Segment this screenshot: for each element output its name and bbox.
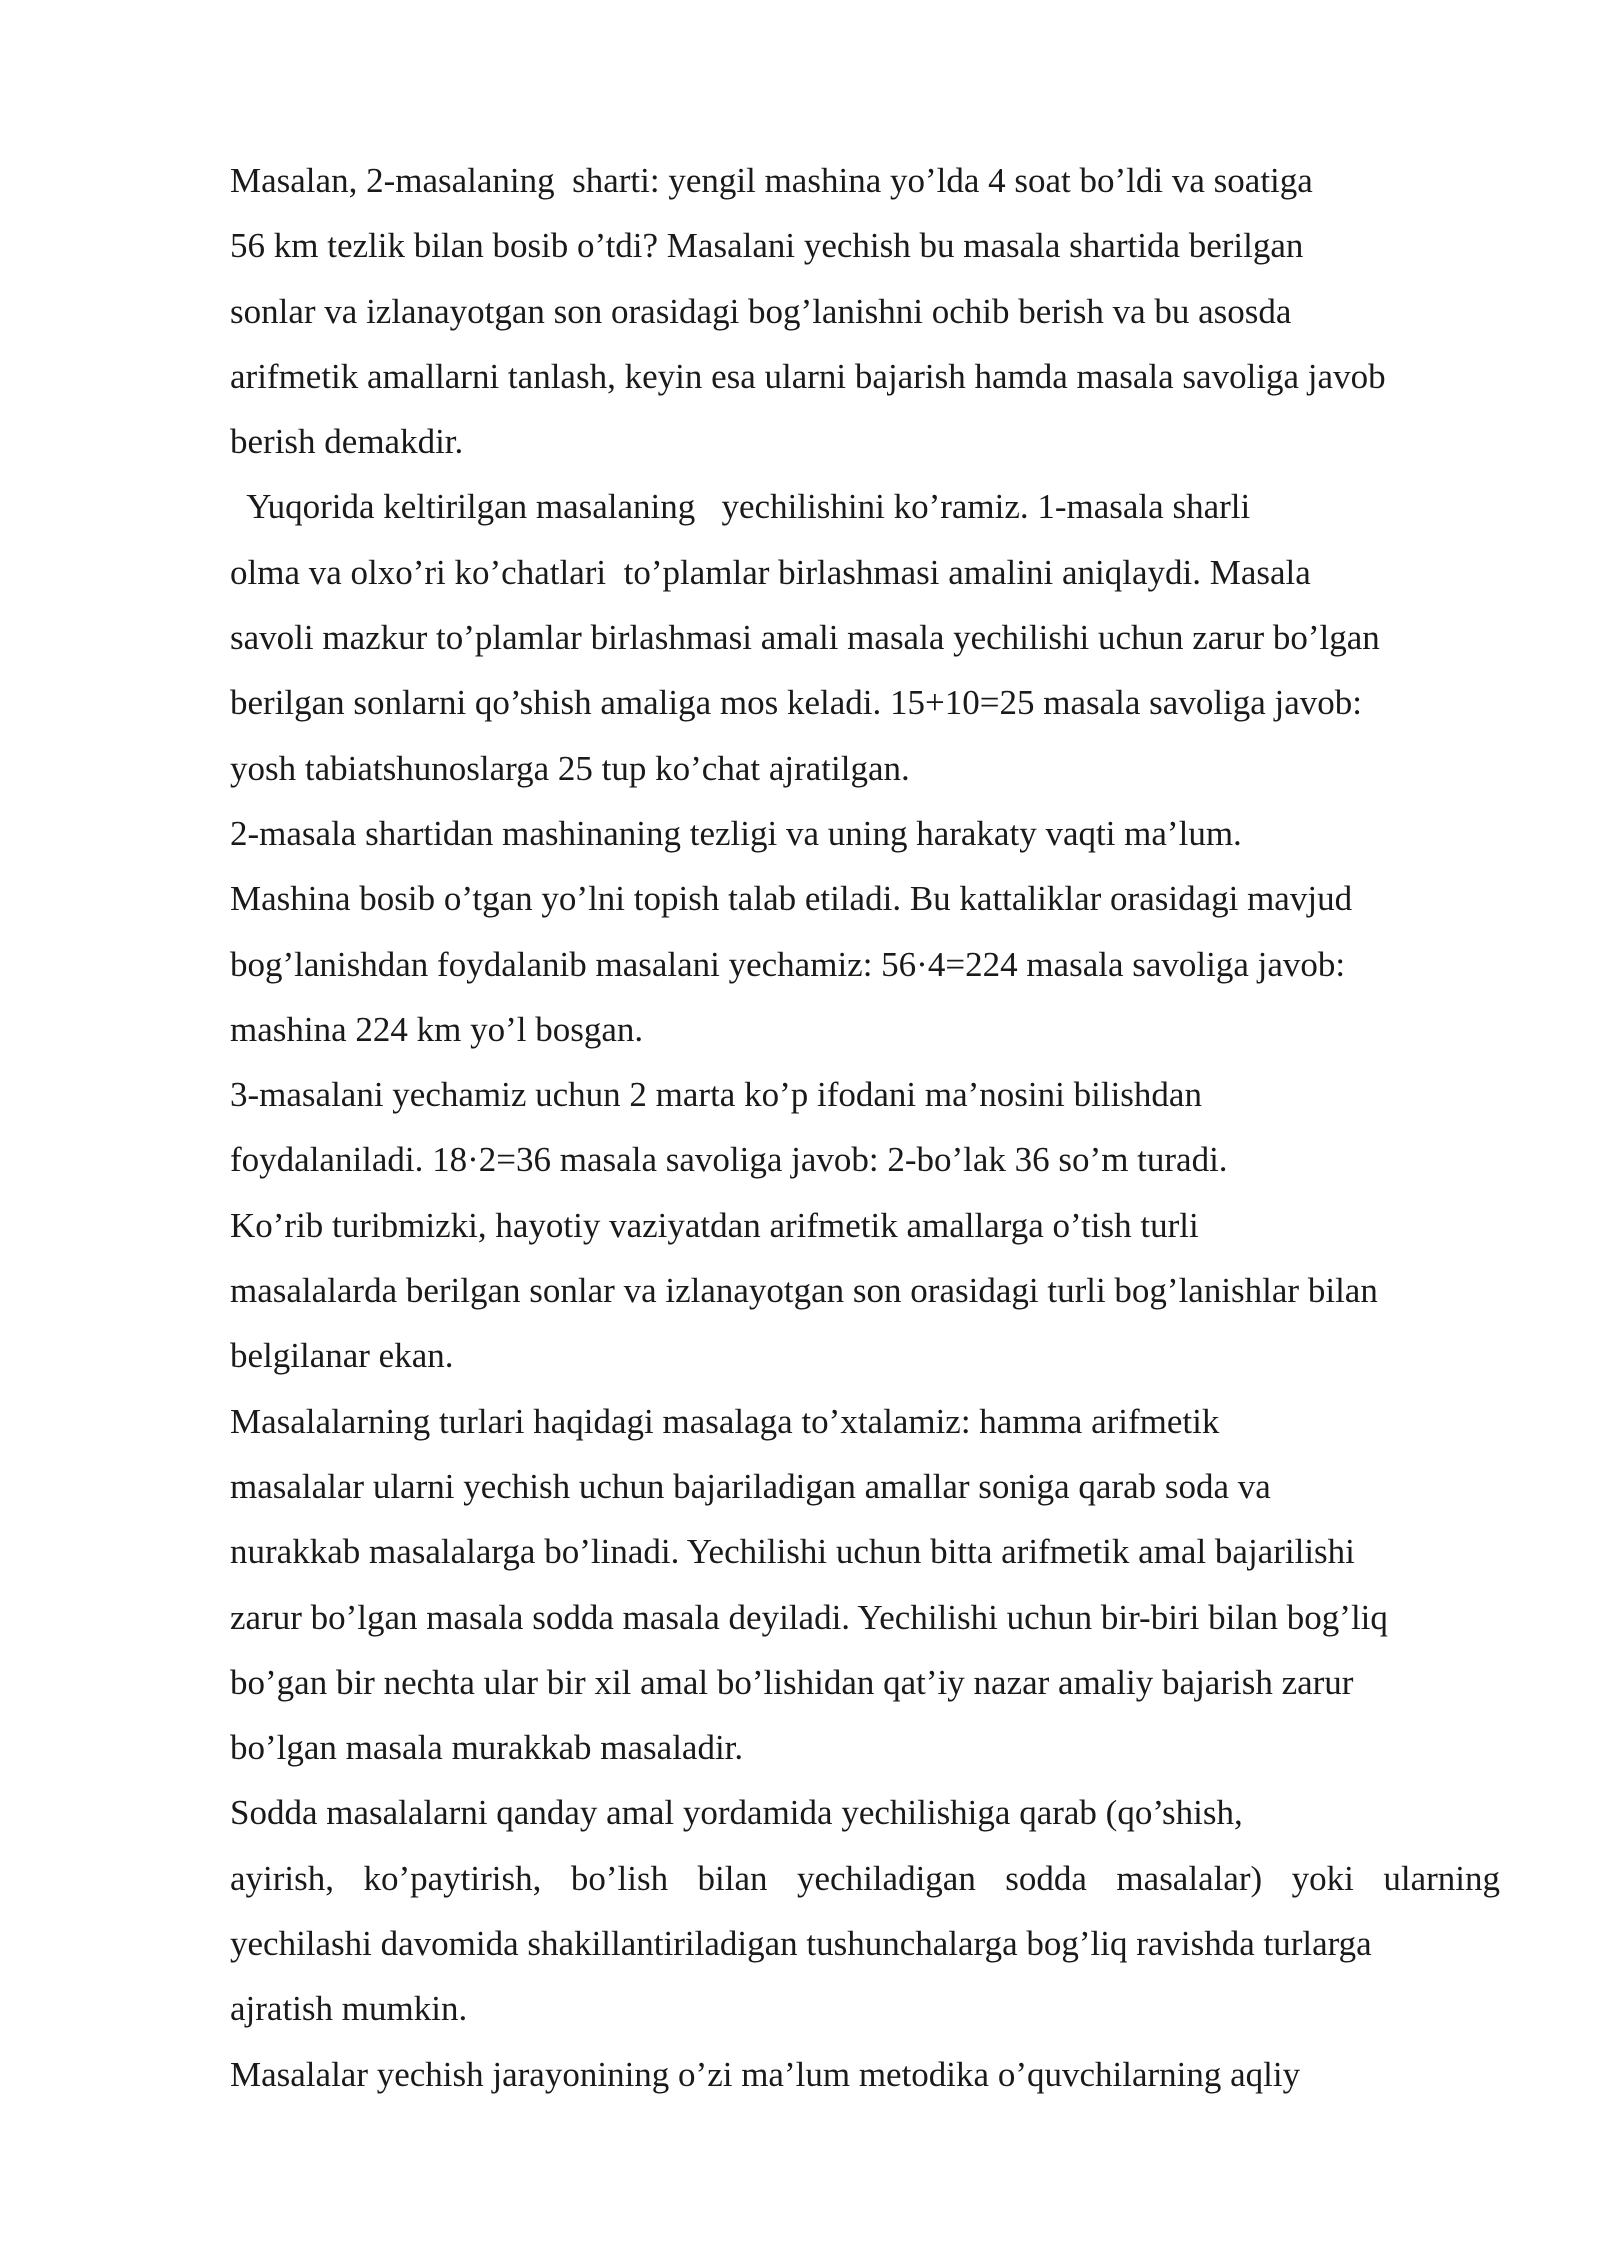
text-line: sonlar va izlanayotgan son orasidagi bog’lanishni ochib berish va bu asosda: [230, 291, 1292, 331]
body-text: [230, 148, 1500, 2107]
text-line: Sodda masalalarni qanday amal yordamida yechilishiga qarab (qo’shish,: [230, 1793, 1243, 1833]
text-line: masalalarda berilgan sonlar va izlanayotgan son orasidagi turli bog’lanishlar bilan: [230, 1271, 1378, 1311]
text-line: olma va olxo’ri ko’chatlari to’plamlar birlashmasi amalini aniqlaydi. Masala: [230, 552, 1311, 592]
text-line: zarur bo’lgan masala sodda masala deyiladi. Yechilishi uchun bir-biri bilan bog’liq: [230, 1597, 1388, 1637]
text-line: masalalar ularni yechish uchun bajariladigan amallar soniga qarab soda va: [230, 1466, 1271, 1506]
text-line: foydalaniladi. 18·2=36 masala savoliga javob: 2-bo’lak 36 so’m turadi.: [230, 1140, 1228, 1180]
text-line: 2-masala shartidan mashinaning tezligi va uning harakaty vaqti ma’lum.: [230, 813, 1242, 853]
text-line: savoli mazkur to’plamlar birlashmasi amali masala yechilishi uchun zarur bo’lgan: [230, 618, 1380, 658]
text-line: ayirish, ko’paytirish, bo’lish bilan yechiladigan sodda masalalar) yoki ularning: [230, 1858, 1500, 1898]
text-line: Masalalar yechish jarayonining o’zi ma’lum metodika o’quvchilarning aqliy: [230, 2054, 1301, 2094]
text-line: Ko’rib turibmizki, hayotiy vaziyatdan arifmetik amallarga o’tish turli: [230, 1205, 1199, 1245]
text-line: ajratish mumkin.: [230, 1989, 468, 2029]
text-line: berilgan sonlarni qo’shish amaliga mos keladi. 15+10=25 masala savoliga javob:: [230, 683, 1363, 723]
text-line: Masalan, 2-masalaning sharti: yengil mashina yo’lda 4 soat bo’ldi va soatiga: [230, 161, 1313, 200]
text-line: yechilashi davomida shakillantiriladigan tushunchalarga bog’liq ravishda turlarga: [230, 1924, 1372, 1964]
text-line: yosh tabiatshunoslarga 25 tup ko’chat ajratilgan.: [230, 748, 910, 788]
text-line: Yuqorida keltirilgan masalaning yechilishini ko’ramiz. 1-masala sharli: [230, 487, 1251, 527]
text-line: berish demakdir.: [230, 422, 464, 462]
text-line: bo’lgan masala murakkab masaladir.: [230, 1728, 744, 1768]
text-line: Mashina bosib o’tgan yo’lni topish talab etiladi. Bu kattaliklar orasidagi mavjud: [230, 879, 1353, 919]
text-line: arifmetik amallarni tanlash, keyin esa ularni bajarish hamda masala savoliga javob: [230, 356, 1386, 396]
text-line: 56 km tezlik bilan bosib o’tdi? Masalani yechish bu masala shartida berilgan: [230, 226, 1304, 266]
text-line: Masalalarning turlari haqidagi masalaga to’xtalamiz: hamma arifmetik: [230, 1401, 1220, 1441]
text-line: bog’lanishdan foydalanib masalani yechamiz: 56·4=224 masala savoliga javob:: [230, 944, 1346, 984]
text-line: nurakkab masalalarga bo’linadi. Yechilishi uchun bitta arifmetik amal bajarilishi: [230, 1532, 1355, 1572]
text-line: bo’gan bir nechta ular bir xil amal bo’lishidan qat’iy nazar amaliy bajarish zarur: [230, 1662, 1354, 1702]
text-line: mashina 224 km yo’l bosgan.: [230, 1009, 644, 1049]
text-line: 3-masalani yechamiz uchun 2 marta ko’p ifodani ma’nosini bilishdan: [230, 1075, 1202, 1115]
text-line: belgilanar ekan.: [230, 1336, 454, 1376]
